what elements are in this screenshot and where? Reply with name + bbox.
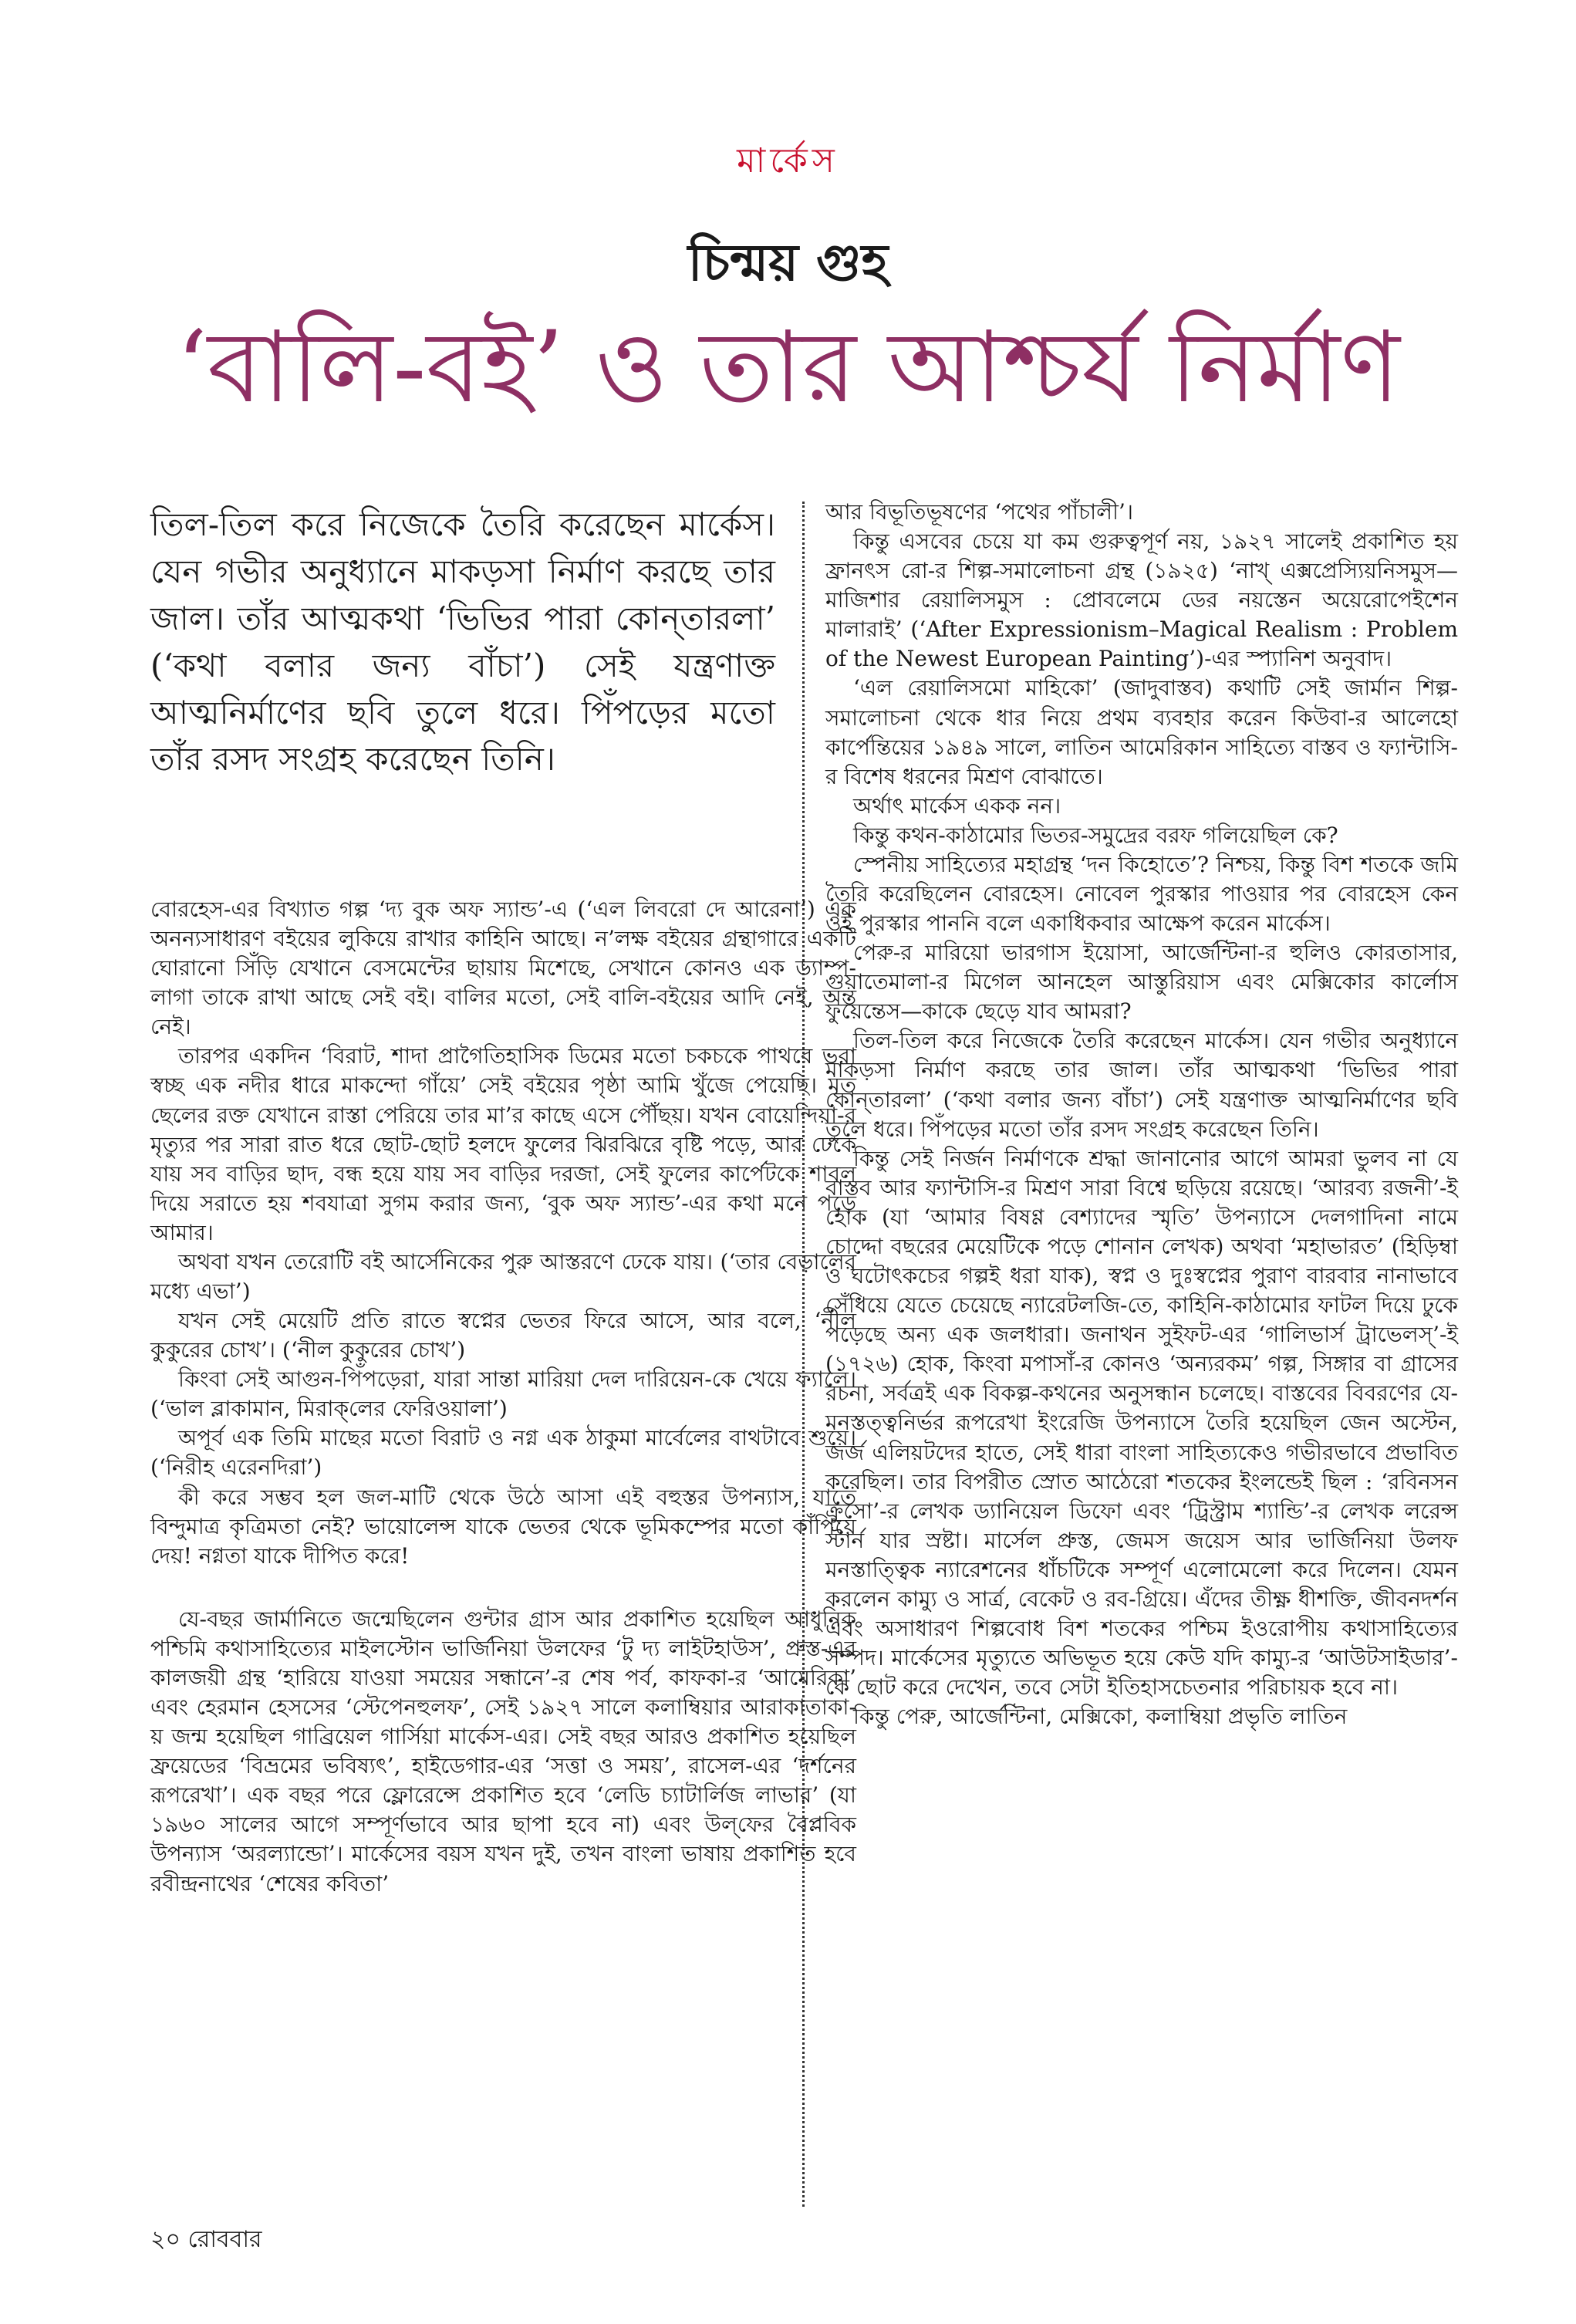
body-paragraph: কিন্তু পেরু, আর্জেন্টিনা, মেক্সিকো, কলাম্বিয়া প্রভৃতি লাতিন [853,1704,1348,1730]
paragraph-gap [150,1571,856,1605]
left-column [150,895,856,1899]
body-paragraph: তারপর একদিন ‘বিরাট, শাদা প্রাগৈতিহাসিক ডিমের মতো চকচকে পাথরে ভরা স্বচ্ছ এক নদীর ধারে মাকন্দো গাঁয়ে’ সেই বইয়ের পৃষ্ঠা আমি খুঁজে পেয়েছি। মৃত ছেলের রক্ত যেখানে রাস্তা পেরিয়ে তার মা’র কাছে এসে পৌঁছয়। যখন বোয়েন্দিয়া-র মৃত্যুর পর সারা রাত ধরে ছোট-ছোট হলদে ফুলের ঝিরঝিরে বৃষ্টি পড়ে, আর ঢেকে যায় সব বাড়ির ছাদ, বন্ধ হয়ে যায় সব বাড়ির দরজা, সেই ফুলের কার্পেটকে শাবল দিয়ে সরাতে হয় শবযাত্রা সুগম করার জন্য, ‘বুক অফ স্যান্ড’-এর কথা মনে পড়ে আমার। [150,1043,856,1245]
body-paragraph: পেরু-র মারিয়ো ভারগাস ইয়োসা, আর্জেন্টিনা-র হুলিও কোরতাসার, গুয়াতেমালা-র মিগেল আনহেল আস্তুরিয়াস এবং মেক্সিকোর কার্লোস ফুয়েন্তেস—কাকে ছেড়ে যাব আমরা? [825,940,1458,1025]
body-paragraph: কিন্তু এসবের চেয়ে যা কম গুরুত্বপূর্ণ নয়, ১৯২৭ সালেই প্রকাশিত হয় ফ্রানৎস রো-র শিল্প-সমালোচনা গ্রন্থ (১৯২৫) ‘নাখ্ এক্সপ্রেস্যিয়নিসমুস—মাজিশার রেয়ালিসমুস : প্রোবলেমে ডের নয়স্তেন অয়েরোপেইশেন মালারাই’ (‘After Expressionism–Magical Realism : Problem of the Newest European Painting’)-এর স্প্যানিশ অনুবাদ। [825,529,1458,672]
lead-paragraph: তিল-তিল করে নিজেকে তৈরি করেছেন মার্কেস। যেন গভীর অনুধ্যানে মাকড়সা নির্মাণ করছে তার জাল। তাঁর আত্মকথা ‘ভিভির পারা কোন্‌তারলা’ (‘কথা বলার জন্য বাঁচা’) সেই যন্ত্রণাক্ত আত্মনির্মাণের ছবি তুলে ধরে। পিঁপড়ের মতো তাঁর রসদ সংগ্রহ করেছেন তিনি। [150,505,775,779]
body-paragraph: স্পেনীয় সাহিত্যের মহাগ্রন্থ ‘দন কিহোতে’? নিশ্চয়, কিন্তু বিশ শতকে জমি তৈরি করেছিলেন বোরহেস। নোবেল পুরস্কার পাওয়ার পর বোরহেস কেন ওই পুরস্কার পাননি বলে একাধিকবার আক্ষেপ করেন মার্কেস। [825,851,1458,937]
headline: ‘বালি-বই’ ও তার আশ্চর্য নির্মাণ [176,310,1400,425]
body-paragraph: কিংবা সেই আগুন-পিঁপড়েরা, যারা সান্তা মারিয়া দেল দারিয়েন-কে খেয়ে ফ্যালে। (‘ভাল ব্লাকামান, মিরাক্‌লের ফেরিওয়ালা’) [150,1366,856,1422]
right-column [825,498,1458,1731]
body-paragraph: যখন সেই মেয়েটি প্রতি রাতে স্বপ্নের ভেতর ফিরে আসে, আর বলে, ‘নীল কুকুরের চোখ’। (‘নীল কুকুরের চোখ’) [150,1308,856,1363]
column-divider [802,502,805,2207]
section-tag: মার্কেস [737,141,839,181]
body-paragraph: আর বিভূতিভূষণের ‘পথের পাঁচালী’। [825,499,1133,525]
body-paragraph: কী করে সম্ভব হল জল-মাটি থেকে উঠে আসা এই বহুস্তর উপন্যাস, যাতে বিন্দুমাত্র কৃত্রিমতা নেই? ভায়োলেন্স যাকে ভেতর থেকে ভূমিকম্পের মতো কাঁপিয়ে দেয়! নগ্নতা যাকে দীপিত করে! [150,1484,856,1569]
body-paragraph: তিল-তিল করে নিজেকে তৈরি করেছেন মার্কেস। যেন গভীর অনুধ্যানে মাকড়সা নির্মাণ করছে তার জাল। তাঁর আত্মকথা ‘ভিভির পারা কোন্‌তারলা’ (‘কথা বলার জন্য বাঁচা’) সেই যন্ত্রণাক্ত আত্মনির্মাণের ছবি তুলে ধরে। পিঁপড়ের মতো তাঁর রসদ সংগ্রহ করেছেন তিনি। [825,1028,1458,1142]
body-paragraph: যে-বছর জার্মানিতে জন্মেছিলেন গুন্টার গ্রাস আর প্রকাশিত হয়েছিল আধুনিক পশ্চিমি কথাসাহিত্যের মাইলস্টোন ভার্জিনিয়া উলফের ‘টু দ্য লাইটহাউস’, প্রুস্ত-এর কালজয়ী গ্রন্থ ‘হারিয়ে যাওয়া সময়ের সন্ধানে’-র শেষ পর্ব, কাফকা-র ‘আমেরিকা’ এবং হেরমান হেসসের ‘স্টেপেনহুলফ’, সেই ১৯২৭ সালে কলাম্বিয়ার আরাকাতাকা-য় জন্ম হয়েছিল গাব্রিয়েল গার্সিয়া মার্কেস-এর। সেই বছর আরও প্রকাশিত হয়েছিল ফ্রয়েডের ‘বিভ্রমের ভবিষ্যৎ’, হাইডেগার-এর ‘সত্তা ও সময়’, রাসেল-এর ‘দর্শনের রূপরেখা’। এক বছর পরে ফ্লোরেন্সে প্রকাশিত হবে ‘লেডি চ্যাটার্লিজ লাভার’ (যা ১৯৬০ সালের আগে সম্পূর্ণভাবে আর ছাপা হবে না) এবং উল্‌ফের বৈপ্লবিক উপন্যাস ‘অরল্যান্ডো’। মার্কেসের বয়স যখন দুই, তখন বাংলা ভাষায় প্রকাশিত হবে রবীন্দ্রনাথের ‘শেষের কবিতা’ [150,1606,856,1897]
body-paragraph: বোরহেস-এর বিখ্যাত গল্প ‘দ্য বুক অফ স্যান্ড’-এ (‘এল লিবরো দে আরেনা’) এক অনন্যসাধারণ বইয়ের লুকিয়ে রাখার কাহিনি আছে। ন’লক্ষ বইয়ের গ্রন্থাগারে একটি ঘোরানো সিঁড়ি যেখানে বেসমেন্টের ছায়ায় মিশেছে, সেখানে কোনও এক ড্যাম্প-লাগা তাকে রাখা আছে সেই বই। বালির মতো, সেই বালি-বইয়ের আদি নেই, অন্ত নেই। [150,897,856,1040]
body-paragraph: অপূর্ব এক তিমি মাছের মতো বিরাট ও নগ্ন এক ঠাকুমা মার্বেলের বাথটাবে শুয়ে। (‘নিরীহ এরেনদিরা’) [150,1425,856,1481]
body-paragraph: অর্থাৎ মার্কেস একক নন। [853,792,1061,819]
body-paragraph: অথবা যখন তেরোটি বই আর্সেনিকের পুরু আস্তরণে ঢেকে যায়। (‘তার বেড়ালের মধ্যে এভা’) [150,1248,856,1305]
body-paragraph: ‘এল রেয়ালিসমো মাহিকো’ (জাদুবাস্তব) কথাটি সেই জার্মান শিল্প-সমালোচনা থেকে ধার নিয়ে প্রথম ব্যবহার করেন কিউবা-র আলেহো কার্পেন্তিয়ের ১৯৪৯ সালে, লাতিন আমেরিকান সাহিত্যে বাস্তব ও ফ্যান্টাসি-র বিশেষ ধরনের মিশ্রণ বোঝাতে। [825,675,1458,789]
page-footer: ২০ রোববার [150,2226,262,2253]
author-name: চিন্ময় গুহ [687,232,889,292]
body-paragraph: কিন্তু সেই নির্জন নির্মাণকে শ্রদ্ধা জানানোর আগে আমরা ভুলব না যে বাস্তব আর ফ্যান্টাসি-র মিশ্রণ সারা বিশ্বে ছড়িয়ে রয়েছে। ‘আরব্য রজনী’-ই হোক (যা ‘আমার বিষণ্ণ বেশ্যাদের স্মৃতি’ উপন্যাসে দেলগাদিনা নামে চোদ্দো বছরের মেয়েটিকে পড়ে শোনান লেখক) অথবা ‘মহাভারত’ (হিড়িম্বা ও ঘটোৎকচের গল্পই ধরা যাক), স্বপ্ন ও দুঃস্বপ্নের পুরাণ বারবার নানাভাবে সেঁধিয়ে যেতে চেয়েছে ন্যারেটলজি-তে, কাহিনি-কাঠামোর ফাটল দিয়ে ঢুকে পড়েছে অন্য এক জলধারা। জনাথন সুইফট-এর ‘গালিভার্স ট্রাভেলস্’-ই (১৭২৬) হোক, কিংবা মপাসাঁ-র কোনও ‘অন্যরকম’ গল্প, সিঙ্গার বা গ্রাসের রচনা, সর্বত্রই এক বিকল্প-কথনের অনুসন্ধান চলেছে। বাস্তবের বিবরণের যে-মনস্তত্ত্বনির্ভর রূপরেখা ইংরেজি উপন্যাসে তৈরি হয়েছিল জেন অস্টেন, জর্জ এলিয়টদের হাতে, সেই ধারা বাংলা সাহিত্যকেও গভীরভাবে প্রভাবিত করেছিল। তার বিপরীত স্রোত আঠেরো শতকের ইংলন্ডেই ছিল : ‘রবিনসন ক্রুসো’-র লেখক ড্যানিয়েল ডিফো এবং ‘ট্রিস্ট্রাম শ্যান্ডি’-র লেখক লরেন্স স্টার্ন যার স্রষ্টা। মার্সেল প্রুস্ত, জেমস জয়েস আর ভার্জিনিয়া উলফ মনস্তাত্ত্বিক ন্যারেশনের ধাঁচটিকে সম্পূর্ণ এলোমেলো করে দিলেন। যেমন করলেন কাম্যু ও সার্ত্র, বেকেট ও রব-গ্রিয়ে। এঁদের তীক্ষ্ণ ধীশক্তি, জীবনদর্শন এবং অসাধারণ শিল্পবোধ বিশ শতকের পশ্চিম ইওরোপীয় কথাসাহিত্যের সম্পদ। মার্কেসের মৃত্যুতে অভিভূত হয়ে কেউ যদি কাম্যু-র ‘আউটসাইডার’-কে ছোট করে দেখেন, তবে সেটা ইতিহাসচেতনার পরিচায়ক হবে না। [825,1145,1458,1701]
body-paragraph: কিন্তু কথন-কাঠামোর ভিতর-সমুদ্রের বরফ গলিয়েছিল কে? [853,822,1338,848]
